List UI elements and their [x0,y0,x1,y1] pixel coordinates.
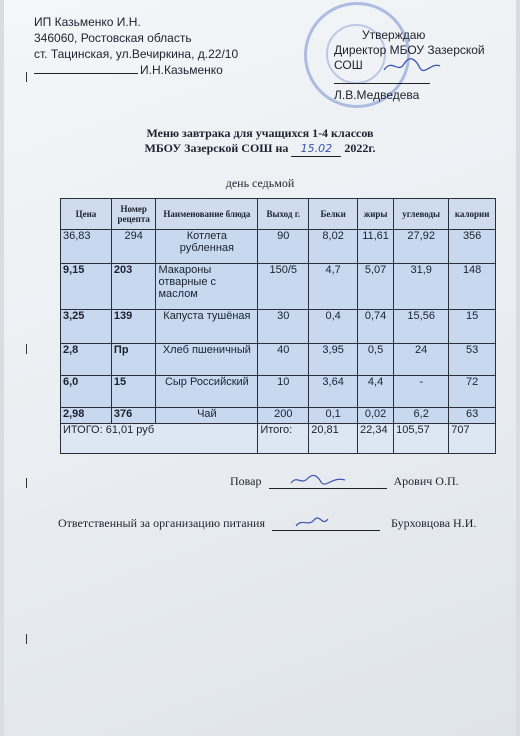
price-cell: 3,25 [61,310,112,344]
itogo-label-cell: Итого: [258,424,309,454]
menu-date-handwritten: 15.02 [291,141,341,157]
margin-tick [26,344,27,354]
menu-title-line2 [4,141,516,157]
fat-cell: 4,4 [358,376,394,408]
responsible-name: Бурховцова Н.И. [391,516,477,530]
recipe-cell: 203 [111,264,156,310]
supplier-address: ст. Тацинская, ул.Вечиркина, д.22/10 [34,47,239,61]
protein-cell: 0,1 [309,408,358,424]
price-cell: 2,98 [61,408,112,424]
menu-title [4,126,516,157]
responsible-label: Ответственный за организацию питания [58,516,265,530]
table-row [61,264,496,310]
menu-title-line1: Меню завтрака для учащихся 1-4 классов [146,126,374,140]
carbs-cell: 15,56 [394,310,449,344]
dish-name-cell: Капуста тушёная [156,310,258,344]
protein-cell: 4,7 [309,264,358,310]
approval-position: Директор МБОУ Зазерской СОШ [334,43,485,72]
fat-cell: 0,02 [358,408,394,424]
table-row [61,376,496,408]
header-cell: углеводы [394,199,449,230]
total-carbs-cell: 105,57 [394,424,449,454]
cook-name: Арович О.П. [393,474,459,488]
kcal-cell: 53 [449,344,496,376]
header-cell: Наименование блюда [156,199,258,230]
header-cell: Белки [309,199,358,230]
table-row [61,230,496,264]
total-fat-cell: 22,34 [358,424,394,454]
approval-signer: Л.В.Медведева [334,88,420,102]
kcal-cell: 148 [449,264,496,310]
supplier-name: ИП Казьменко И.Н. [34,15,141,29]
dish-name-cell: Хлеб пшеничный [156,344,258,376]
price-cell: 6,0 [61,376,112,408]
header-cell: жиры [358,199,394,230]
total-protein-cell: 20,81 [309,424,358,454]
table-row [61,310,496,344]
protein-cell: 3,64 [309,376,358,408]
kcal-cell: 72 [449,376,496,408]
carbs-cell: 6,2 [394,408,449,424]
fat-cell: 11,61 [358,230,394,264]
day-label: день седьмой [225,176,295,190]
menu-title-year: 2022г. [344,141,376,155]
responsible-signature [58,516,476,531]
recipe-cell: 294 [111,230,156,264]
header-cell: калории [449,199,496,230]
protein-cell: 0,4 [309,310,358,344]
supplier-region: 346060, Ростовская область [34,31,192,45]
director-signature-scrawl [382,56,442,76]
price-cell: 9,15 [61,264,112,310]
price-cell: 36,83 [61,230,112,264]
table-row [61,408,496,424]
approval-signature-line [334,73,516,103]
output-cell: 150/5 [258,264,309,310]
supplier-signer: И.Н.Казьменко [140,63,223,77]
protein-cell: 3,95 [309,344,358,376]
document-page [4,0,516,736]
fat-cell: 0,5 [358,344,394,376]
recipe-cell: 139 [111,310,156,344]
menu-table [60,198,496,454]
approval-block [334,28,516,103]
table-total-row [61,424,496,454]
cook-signature-scrawl [289,473,349,487]
fat-cell: 0,74 [358,310,394,344]
output-cell: 200 [258,408,309,424]
header-cell: Номер рецепта [111,199,156,230]
output-cell: 10 [258,376,309,408]
header-cell: Выход г. [258,199,309,230]
supplier-block [34,14,238,78]
margin-tick [26,478,27,488]
kcal-cell: 356 [449,230,496,264]
recipe-cell: 376 [111,408,156,424]
responsible-signature-scrawl [292,515,352,529]
margin-tick [26,634,27,644]
recipe-cell: Пр [111,344,156,376]
dish-name-cell: Котлета рубленная [156,230,258,264]
price-cell: 2,8 [61,344,112,376]
carbs-cell: - [394,376,449,408]
cook-signature-line [269,474,387,489]
approval-title: Утверждаю [362,28,426,42]
output-cell: 90 [258,230,309,264]
header-cell: Цена [61,199,112,230]
responsible-signature-line [272,516,380,531]
output-cell: 30 [258,310,309,344]
margin-tick [26,72,27,82]
total-price-cell: ИТОГО: 61,01 руб [61,424,258,454]
fat-cell: 5,07 [358,264,394,310]
recipe-cell: 15 [111,376,156,408]
carbs-cell: 27,92 [394,230,449,264]
protein-cell: 8,02 [309,230,358,264]
total-kcal-cell: 707 [449,424,496,454]
menu-title-school: МБОУ Зазерской СОШ на [144,141,289,155]
cook-signature [230,474,459,489]
supplier-signature-line [34,62,238,78]
dish-name-cell: Сыр Российский [156,376,258,408]
kcal-cell: 63 [449,408,496,424]
output-cell: 40 [258,344,309,376]
dish-name-cell: Макароны отварные с маслом [156,264,258,310]
cook-label: Повар [230,474,262,488]
carbs-cell: 24 [394,344,449,376]
table-header-row [61,199,496,230]
carbs-cell: 31,9 [394,264,449,310]
kcal-cell: 15 [449,310,496,344]
dish-name-cell: Чай [156,408,258,424]
table-row [61,344,496,376]
